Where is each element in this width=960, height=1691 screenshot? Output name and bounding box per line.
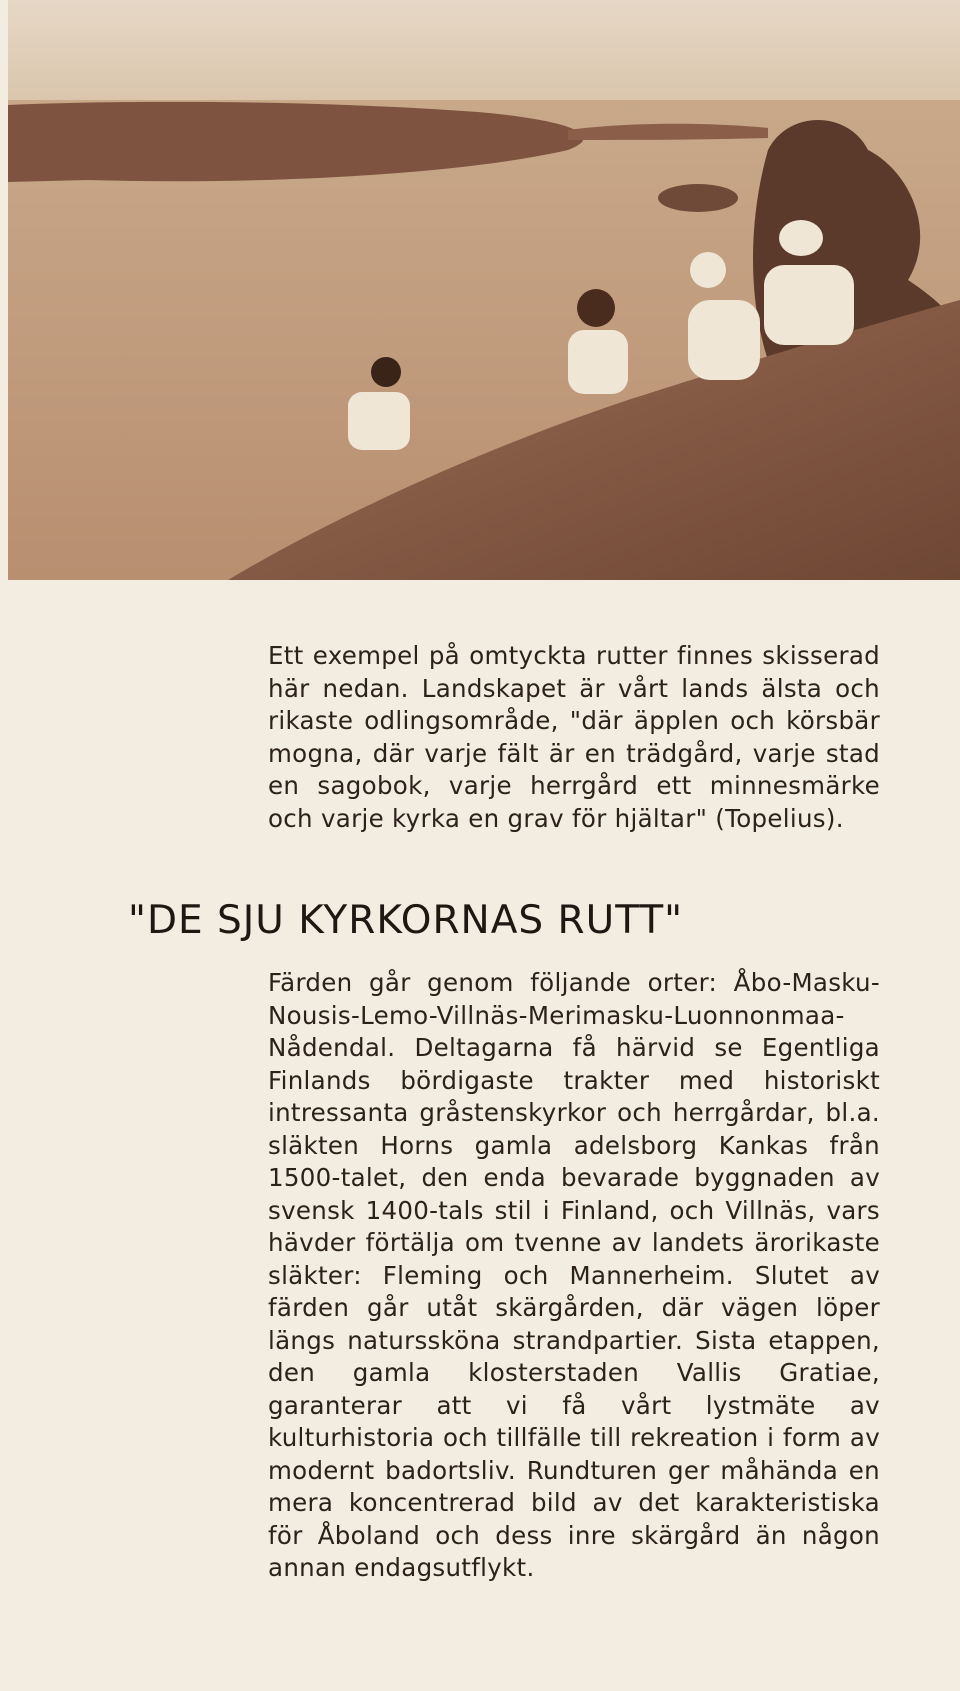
route-paragraph: Färden går genom följande orter: Åbo-Masku-Nousis-Lemo-Villnäs-Merimasku-Luonnonmaa-Nådendal. Deltagarna få härvid se Egentliga Finlands bördigaste trakter med historiskt intressanta gråstenskyrkor och herrgårdar, bl.a. släkten Horns gamla adelsborg Kankas från 1500-talet, den enda bevarade byggnaden av svensk 1400-tals stil i Finland, och Villnäs, vars hävder förtälja om tvenne av landets ärorikaste släkter: Fleming och Mannerheim. Slutet av färden går utåt skärgården, där vägen löper längs naturssköna strandpartier. Sista etappen, den gamla klosterstaden Vallis Gratiae, garanterar att vi få vårt lystmäte av kulturhistoria och tillfälle till rekreation i form av modernt badortsliv. Rundturen ger måhända en mera koncentrerad bild av det karakteristiska för Åboland och dess inre skärgård än någon annan endagsutflykt. xyxy=(268,968,880,1582)
route-section xyxy=(268,967,880,1585)
intro-paragraph: Ett exempel på omtyckta rutter finnes skisserad här nedan. Landskapet är vårt lands älsta och rikaste odlingsområde, "där äpplen och körsbär mogna, där varje fält är en trädgård, varje stad en sagobok, varje herrgård ett minnesmärke och varje kyrka en grav för hjältar" (Topelius). xyxy=(268,641,880,833)
archipelago-photo xyxy=(8,0,960,580)
person-2 xyxy=(568,330,628,394)
person-4 xyxy=(764,265,854,345)
sky xyxy=(8,0,960,110)
route-heading: "DE SJU KYRKORNAS RUTT" xyxy=(128,898,684,943)
person-1 xyxy=(348,392,410,450)
small-island xyxy=(658,184,738,212)
archipelago-photo-illustration xyxy=(8,0,960,580)
intro-section xyxy=(268,640,880,835)
person-3 xyxy=(688,300,760,380)
